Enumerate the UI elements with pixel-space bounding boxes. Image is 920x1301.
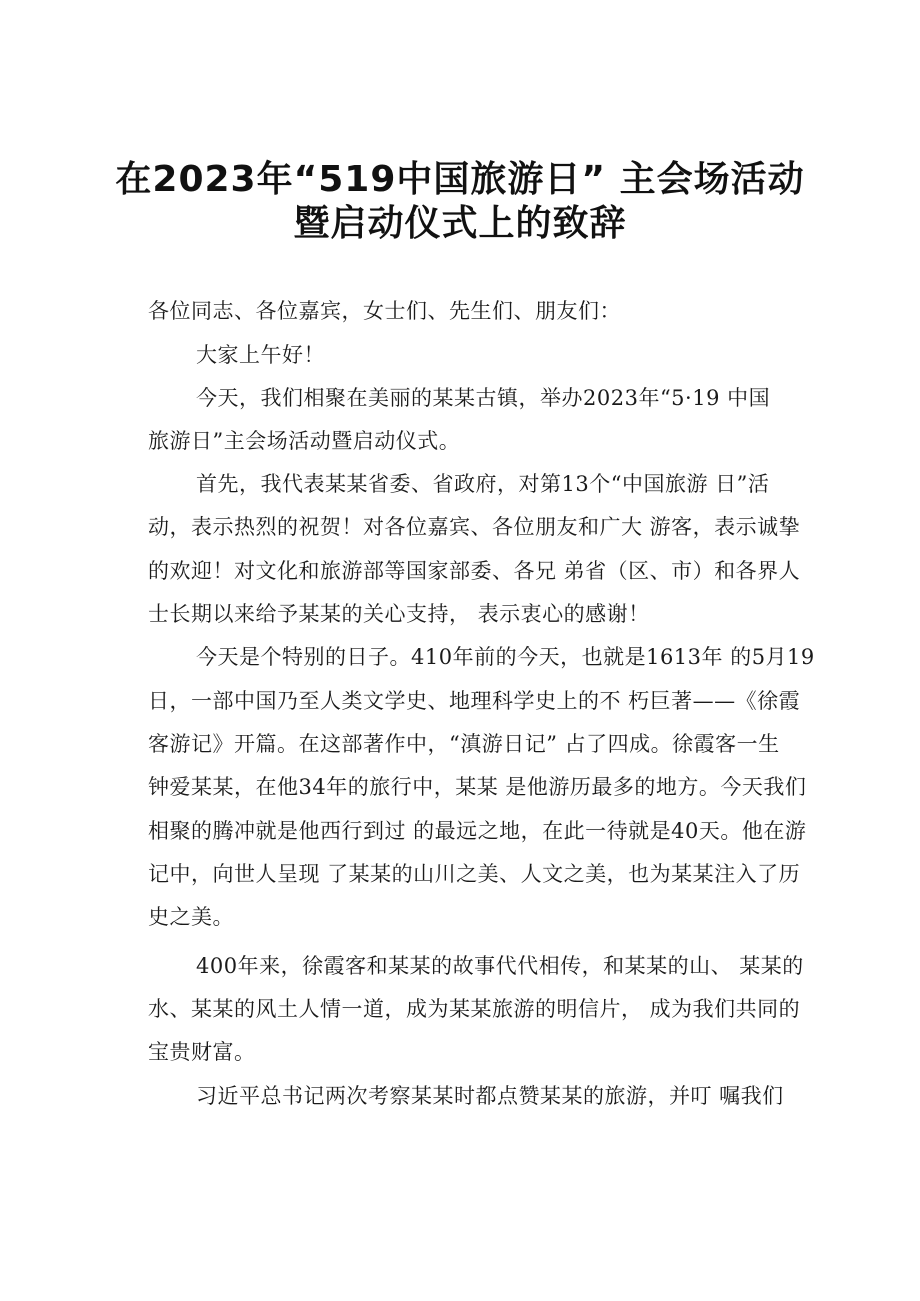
- greeting: 大家上午好！: [196, 343, 325, 367]
- salutation: 各位同志、各位嘉宾，女士们、先生们、朋友们：: [148, 299, 621, 323]
- paragraph-line: 今天是个特别的日子。410年前的今天，也就是1613年 的5月19: [196, 645, 815, 669]
- document-title-line-2: 暨启动仪式上的致辞: [293, 203, 627, 244]
- paragraph-line: 史之美。: [148, 905, 234, 929]
- paragraph-line: 动，表示热烈的祝贺！对各位嘉宾、各位朋友和广大 游客，表示诚挚: [148, 515, 801, 539]
- paragraph-line: 客游记》开篇。在这部著作中，“滇游日记” 占了四成。徐霞客一生: [148, 732, 780, 756]
- paragraph-line: 习近平总书记两次考察某某时都点赞某某的旅游，并叮 嘱我们: [196, 1084, 784, 1108]
- paragraph-line: 宝贵财富。: [148, 1040, 256, 1064]
- paragraph-line: 记中，向世人呈现 了某某的山川之美、人文之美，也为某某注入了历: [148, 862, 801, 886]
- paragraph-line: 今天，我们相聚在美丽的某某古镇，举办2023年“5·19 中国: [196, 386, 771, 410]
- paragraph-line: 钟爱某某，在他34年的旅行中，某某 是他游历最多的地方。今天我们: [148, 775, 807, 799]
- paragraph-line: 水、某某的风土人情一道，成为某某旅游的明信片， 成为我们共同的: [148, 997, 801, 1021]
- paragraph-line: 400年来，徐霞客和某某的故事代代相传，和某某的山、 某某的: [196, 954, 804, 978]
- paragraph-line: 旅游日”主会场活动暨启动仪式。: [148, 429, 461, 453]
- paragraph-line: 的欢迎！对文化和旅游部等国家部委、各兄 弟省（区、市）和各界人: [148, 559, 801, 583]
- paragraph-line: 士长期以来给予某某的关心支持， 表示衷心的感谢！: [148, 602, 650, 626]
- paragraph-line: 日，一部中国乃至人类文学史、地理科学史上的不 朽巨著——《徐霞: [148, 689, 801, 713]
- paragraph-line: 相聚的腾冲就是他西行到过 的最远之地，在此一待就是40天。他在游: [148, 819, 807, 843]
- document-title-line-1: 在2023年“519中国旅游日” 主会场活动: [115, 159, 805, 200]
- paragraph-line: 首先，我代表某某省委、省政府，对第13个“中国旅游 日”活: [196, 472, 770, 496]
